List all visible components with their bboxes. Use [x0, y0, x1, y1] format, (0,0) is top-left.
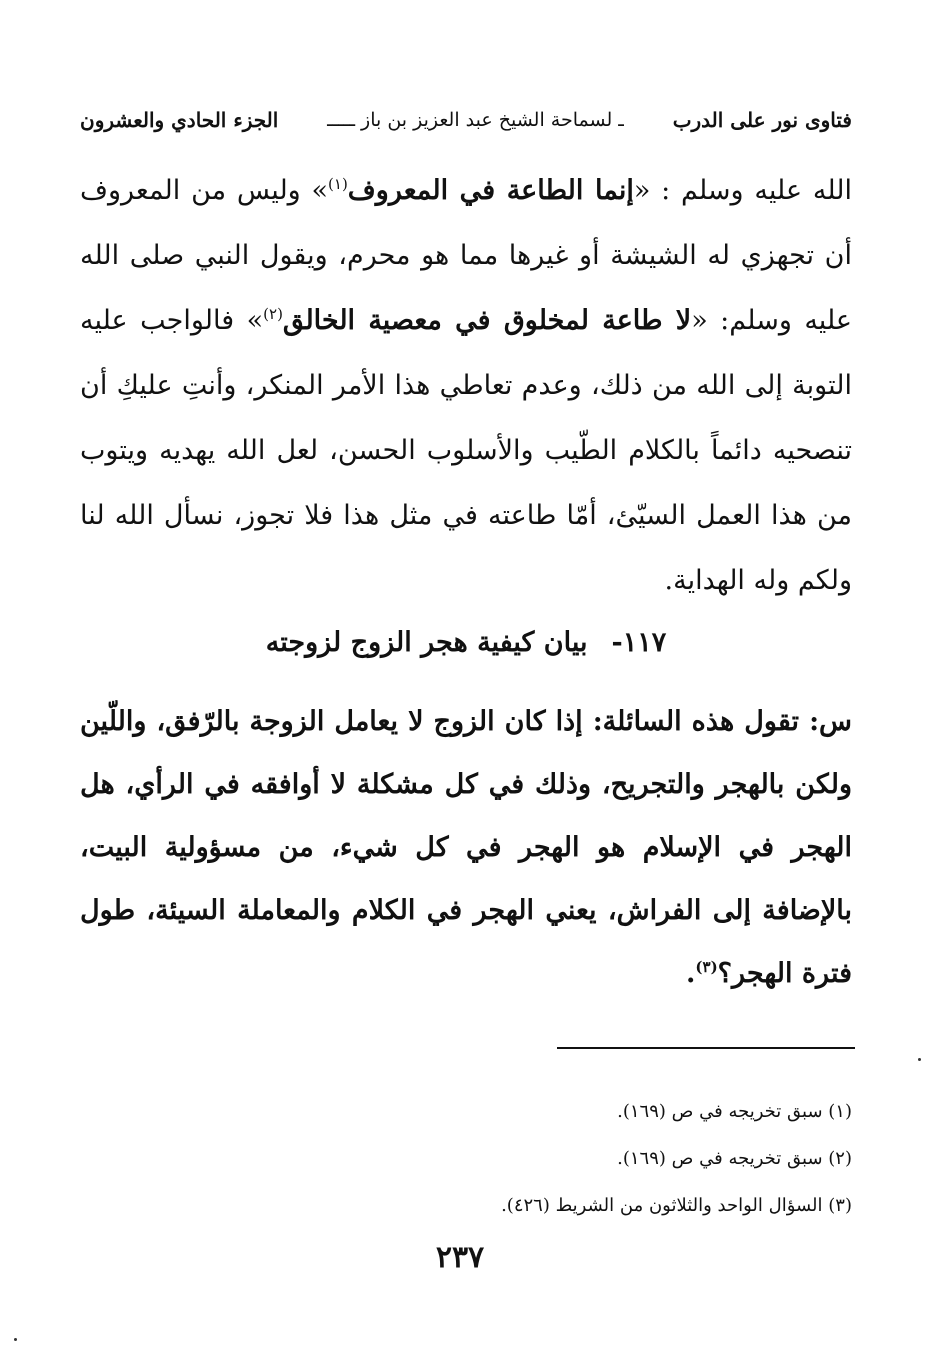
footnote-ref-1: (١)	[328, 175, 348, 193]
author-name: ـ لسماحة الشيخ عبد العزيز بن باز ـــــ	[327, 109, 624, 131]
footnote-2: (٢) سبق تخريجه في ص (١٦٩).	[617, 1148, 852, 1169]
scan-speck	[918, 1058, 921, 1061]
answer-start: الله عليه وسلم : «	[633, 175, 852, 206]
footnote-1: (١) سبق تخريجه في ص (١٦٩).	[617, 1101, 852, 1122]
book-title: فتاوى نور على الدرب	[672, 108, 852, 132]
footnotes	[300, 1088, 852, 1229]
page-number: ٢٣٧	[435, 1240, 485, 1275]
section-title: بيان كيفية هجر الزوج لزوجته	[265, 627, 588, 658]
question-paragraph	[80, 690, 852, 1005]
scan-speck	[14, 1338, 17, 1341]
answer-paragraph	[80, 158, 852, 613]
question-end: .	[685, 958, 696, 989]
footnote-ref-2: (٢)	[263, 305, 283, 323]
footnote-3: (٣) السؤال الواحد والثلاثون من الشريط (٤٢٦).	[501, 1195, 852, 1216]
footnote-divider	[557, 1047, 855, 1049]
running-header	[80, 100, 852, 140]
answer-middle: » وليس من المعروف أن تجهزي له الشيشة أو غيرها مما هو محرم، ويقول النبي صلى الله عليه وسلم: «	[80, 175, 852, 336]
section-heading	[80, 615, 852, 670]
hadith-quote-1: إنما الطاعة في المعروف	[347, 175, 634, 206]
section-number: ١١٧-	[611, 627, 667, 658]
question-text	[80, 690, 852, 1005]
question-label: س:	[809, 706, 852, 737]
answer-text	[80, 158, 852, 613]
question-body: تقول هذه السائلة: إذا كان الزوج لا يعامل الزوجة بالرّفق، واللّين ولكن بالهجر والتجريح، وذلك في كل مشكلة لا أوافقه في الرأي، هل الهجر في الإسلام هو الهجر في كل شيء، من مسؤولية البيت، بالإضافة إلى الفراش، يعني الهجر في الكلام والمعاملة السيئة، طول فترة الهجر؟	[80, 706, 852, 989]
hadith-quote-2: لا طاعة لمخلوق في معصية الخالق	[282, 305, 692, 336]
footnote-ref-3: (٣)	[695, 958, 718, 976]
volume-label: الجزء الحادي والعشرون	[80, 108, 279, 132]
answer-end: » فالواجب عليه التوبة إلى الله من ذلك، وعدم تعاطي هذا الأمر المنكر، وأنتِ عليكِ أن تنصحيه دائماً بالكلام الطّيب والأسلوب الحسن، لعل الله يهديه ويتوب من هذا العمل السيّئ، أمّا طاعته في مثل هذا فلا تجوز، نسأل الله لنا ولكم وله الهداية.	[80, 305, 852, 596]
